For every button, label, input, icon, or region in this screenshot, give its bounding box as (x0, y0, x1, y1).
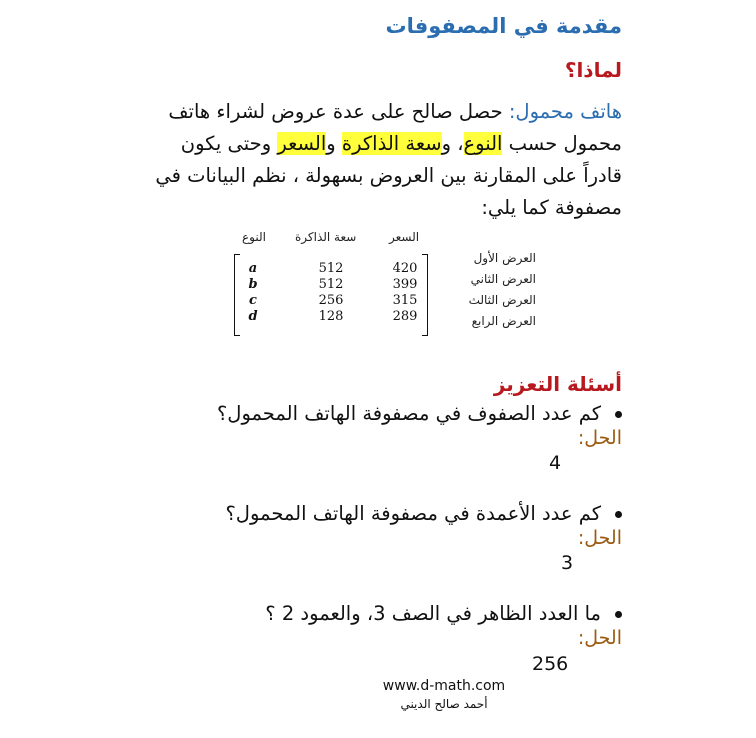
highlight-price: السعر (277, 132, 327, 155)
matrix-row-label: العرض الرابع (471, 314, 536, 328)
bullet-icon (615, 611, 622, 618)
website-footer: www.d-math.com (382, 678, 506, 694)
question-item (265, 602, 622, 625)
question-item (225, 502, 622, 525)
intro-sep-1: ، و (441, 132, 464, 155)
matrix-cell: d (248, 309, 258, 324)
matrix-row-label: العرض الثاني (470, 272, 536, 286)
solution-label: الحل: (577, 527, 622, 549)
matrix-col-header: السعر (389, 230, 420, 244)
matrix-cell: 289 (392, 309, 418, 324)
matrix-cell: b (248, 277, 258, 292)
solution-label: الحل: (577, 427, 622, 449)
matrix-row-label: العرض الأول (473, 251, 536, 265)
answer-value: 4 (549, 452, 562, 474)
questions-heading: أسئلة التعزيز (493, 372, 622, 396)
answer-value: 256 (532, 653, 569, 675)
answer-value: 3 (561, 552, 574, 574)
question-item (217, 402, 622, 425)
matrix-cell: 420 (392, 261, 418, 276)
bullet-icon (615, 411, 622, 418)
bullet-icon (615, 511, 622, 518)
matrix-cell: 315 (392, 293, 418, 308)
matrix-cell: 399 (392, 277, 418, 292)
matrix-cell: a (248, 261, 258, 276)
intro-sep-2: و (326, 132, 342, 155)
matrix-cell: 512 (318, 261, 344, 276)
matrix-cell: 256 (318, 293, 344, 308)
matrix-row-label: العرض الثالث (468, 293, 536, 307)
question-text: كم عدد الصفوف في مصفوفة الهاتف المحمول؟ (216, 402, 601, 425)
intro-text-1: حصل صالح على عدة عروض لشراء هاتف محمول حسب (168, 100, 622, 155)
intro-text-2: وحتى يكون قادراً على المقارنة بين العروض بسهولة ، نظم البيانات في مصفوفة كما يلي: (155, 132, 622, 219)
solution-label: الحل: (577, 627, 622, 649)
highlight-type: النوع (463, 132, 503, 155)
intro-label: هاتف محمول: (508, 100, 622, 123)
why-heading: لماذا؟ (564, 58, 622, 82)
matrix-col-header: النوع (242, 230, 266, 244)
matrix-col-header: سعة الذاكرة (295, 230, 357, 244)
matrix-cell: c (249, 293, 257, 308)
matrix-cell: 128 (318, 309, 344, 324)
question-text: كم عدد الأعمدة في مصفوفة الهاتف المحمول؟ (225, 502, 601, 525)
matrix-cell: 512 (318, 277, 344, 292)
highlight-memory: سعة الذاكرة (341, 132, 442, 155)
question-text: ما العدد الظاهر في الصف 3، والعمود 2 ؟ (265, 602, 601, 625)
page-title: مقدمة في المصفوفات (385, 14, 622, 38)
author-footer: أحمد صالح الديني (400, 697, 488, 711)
intro-paragraph (142, 96, 622, 224)
